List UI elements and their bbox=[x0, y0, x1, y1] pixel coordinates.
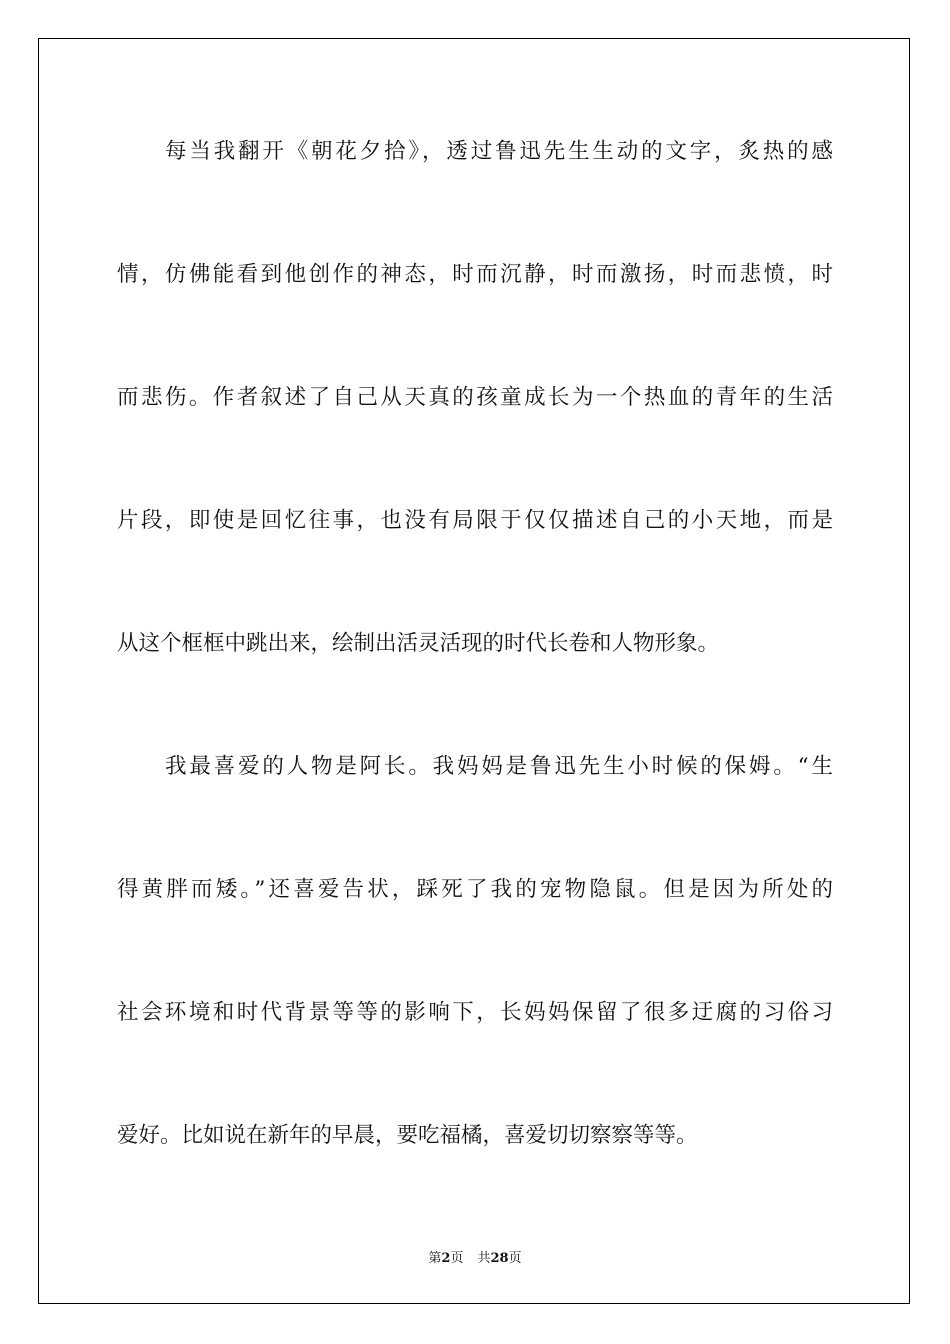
page-number: 2 bbox=[441, 1251, 451, 1266]
page-prefix: 第 bbox=[428, 1251, 442, 1266]
page-border bbox=[38, 38, 910, 1304]
paragraph-1-line-3: 而悲伤。作者叙述了自己从天真的孩童成长为一个热血的青年的生活 bbox=[117, 385, 833, 410]
total-suffix: 页 bbox=[508, 1251, 522, 1266]
paragraph-1-line-2: 情，仿佛能看到他创作的神态，时而沉静，时而激扬，时而悲愤，时 bbox=[117, 262, 833, 287]
paragraph-2-line-1: 我最喜爱的人物是阿长。我妈妈是鲁迅先生小时候的保姆。“生 bbox=[165, 754, 833, 779]
page-footer bbox=[0, 1247, 950, 1266]
paragraph-1-line-5: 从这个框框中跳出来，绘制出活灵活现的时代长卷和人物形象。 bbox=[117, 631, 720, 656]
paragraph-2-line-4: 爱好。比如说在新年的早晨，要吃福橘，喜爱切切察察等等。 bbox=[117, 1123, 698, 1148]
total-pages: 28 bbox=[490, 1251, 509, 1266]
paragraph-2-line-2: 得黄胖而矮。”还喜爱告状，踩死了我的宠物隐鼠。但是因为所处的 bbox=[117, 877, 833, 902]
page-suffix: 页 bbox=[450, 1251, 464, 1266]
paragraph-1-line-1: 每当我翻开《朝花夕拾》，透过鲁迅先生生动的文字，炙热的感 bbox=[165, 139, 833, 164]
paragraph-1-line-4: 片段，即使是回忆往事，也没有局限于仅仅描述自己的小天地，而是 bbox=[117, 508, 833, 533]
paragraph-2-line-3: 社会环境和时代背景等等的影响下，长妈妈保留了很多迂腐的习俗习 bbox=[117, 1000, 833, 1025]
total-prefix: 共 bbox=[477, 1251, 491, 1266]
